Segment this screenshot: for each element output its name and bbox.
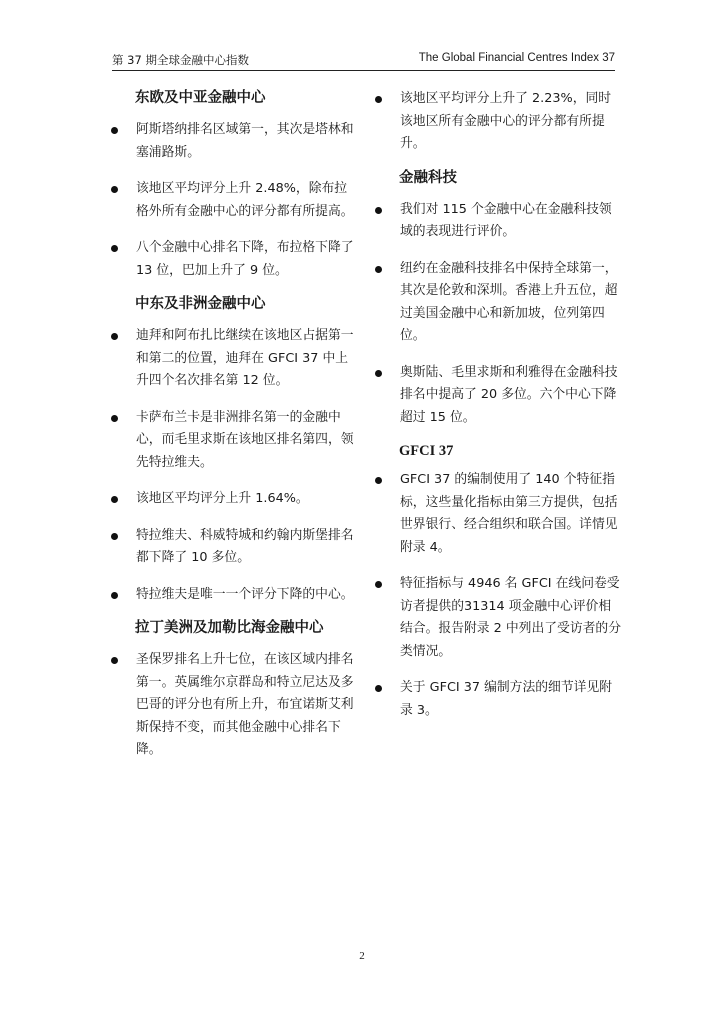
bullet-dot-icon (111, 592, 118, 599)
section-middle-east-africa (108, 294, 358, 606)
bullet-item (372, 199, 622, 244)
bullet-item (372, 88, 622, 156)
bullet-text: 圣保罗排名上升七位，在该区域内排名第一。英属维尔京群岛和特立尼达及多巴哥的评分也有所上升，布宜诺斯艾利斯保持不变，而其他金融中心排名下降。 (136, 652, 354, 757)
bullet-item (372, 469, 622, 559)
running-header (112, 52, 615, 71)
bullet-text: 该地区平均评分上升了 2.23%，同时该地区所有金融中心的评分都有所提升。 (400, 91, 612, 151)
bullet-text: 纽约在金融科技排名中保持全球第一，其次是伦敦和深圳。香港上升五位，超过美国金融中心和新加坡，位列第四位。 (400, 260, 618, 343)
header-title-cn: 第 37 期全球金融中心指数 (112, 53, 249, 67)
bullet-dot-icon (111, 245, 118, 252)
section-heading: 拉丁美洲及加勒比海金融中心 (135, 620, 324, 636)
bullet-dot-icon (111, 533, 118, 540)
section-heading: 金融科技 (399, 169, 457, 186)
bullet-item (108, 525, 358, 570)
bullet-text: 奥斯陆、毛里求斯和利雅得在金融科技排名中提高了 20 多位。六个中心下降超过 15 位。 (400, 364, 618, 425)
section-eastern-europe (108, 88, 358, 282)
bullet-item (108, 178, 358, 223)
section-heading: 东欧及中亚金融中心 (135, 90, 266, 106)
bullet-item (372, 258, 622, 348)
bullet-item (108, 407, 358, 475)
bullet-dot-icon (375, 266, 382, 273)
page-number: 2 (359, 950, 365, 962)
section-gfci-37 (372, 441, 622, 722)
bullet-item (108, 119, 358, 164)
bullet-item (108, 584, 358, 607)
bullet-dot-icon (375, 685, 382, 692)
bullet-dot-icon (111, 415, 118, 422)
bullet-text: 特征指标与 4946 名 GFCI 在线问卷受访者提供的31314 项金融中心评价相结合。报告附录 2 中列出了受访者的分类情况。 (400, 576, 622, 659)
bullet-item (108, 649, 358, 762)
bullet-dot-icon (111, 657, 118, 664)
section-latin-america (108, 618, 358, 762)
bullet-dot-icon (111, 127, 118, 134)
header-title-en: The Global Financial Centres Index 37 (418, 52, 615, 64)
bullet-item (372, 362, 622, 430)
bullet-dot-icon (375, 370, 382, 377)
bullet-text: 特拉维夫、科威特城和约翰内斯堡排名都下降了 10 多位。 (136, 527, 354, 565)
right-column (372, 88, 622, 722)
bullet-dot-icon (375, 581, 382, 588)
bullet-text: 我们对 115 个金融中心在金融科技领域的表现进行评价。 (400, 201, 612, 239)
section-fintech (372, 168, 622, 430)
bullet-dot-icon (111, 333, 118, 340)
bullet-item (372, 677, 622, 722)
section-heading: 中东及非洲金融中心 (135, 296, 266, 312)
bullet-text: 该地区平均评分上升 1.64%。 (136, 491, 309, 506)
bullet-text: GFCI 37 的编制使用了 140 个特征指标，这些量化指标由第三方提供，包括世界银行、经合组织和联合国。详情见附录 4。 (400, 472, 618, 555)
bullet-dot-icon (375, 207, 382, 214)
bullet-text: 该地区平均评分上升 2.48%，除布拉格外所有金融中心的评分都有所提高。 (136, 181, 354, 219)
bullet-dot-icon (111, 186, 118, 193)
left-column (108, 88, 358, 762)
bullet-dot-icon (375, 477, 382, 484)
section-heading: GFCI 37 (399, 443, 454, 459)
bullet-item (108, 237, 358, 282)
bullet-item (108, 325, 358, 393)
bullet-text: 特拉维夫是唯一一个评分下降的中心。 (136, 586, 354, 602)
bullet-dot-icon (111, 496, 118, 503)
bullet-text: 八个金融中心排名下降，布拉格下降了 13 位，巴加上升了 9 位。 (136, 240, 354, 278)
bullet-item (108, 488, 358, 511)
bullet-text: 阿斯塔纳排名区域第一，其次是塔林和塞浦路斯。 (136, 122, 354, 160)
bullet-item (372, 573, 622, 663)
bullet-text: 卡萨布兰卡是非洲排名第一的金融中心，而毛里求斯在该地区排名第四，领先特拉维夫。 (136, 409, 354, 470)
bullet-dot-icon (375, 96, 382, 103)
bullet-text: 关于 GFCI 37 编制方法的细节详见附录 3。 (400, 680, 613, 718)
bullet-text: 迪拜和阿布扎比继续在该地区占据第一和第二的位置，迪拜在 GFCI 37 中上升四个名次排名第 12 位。 (136, 328, 354, 388)
